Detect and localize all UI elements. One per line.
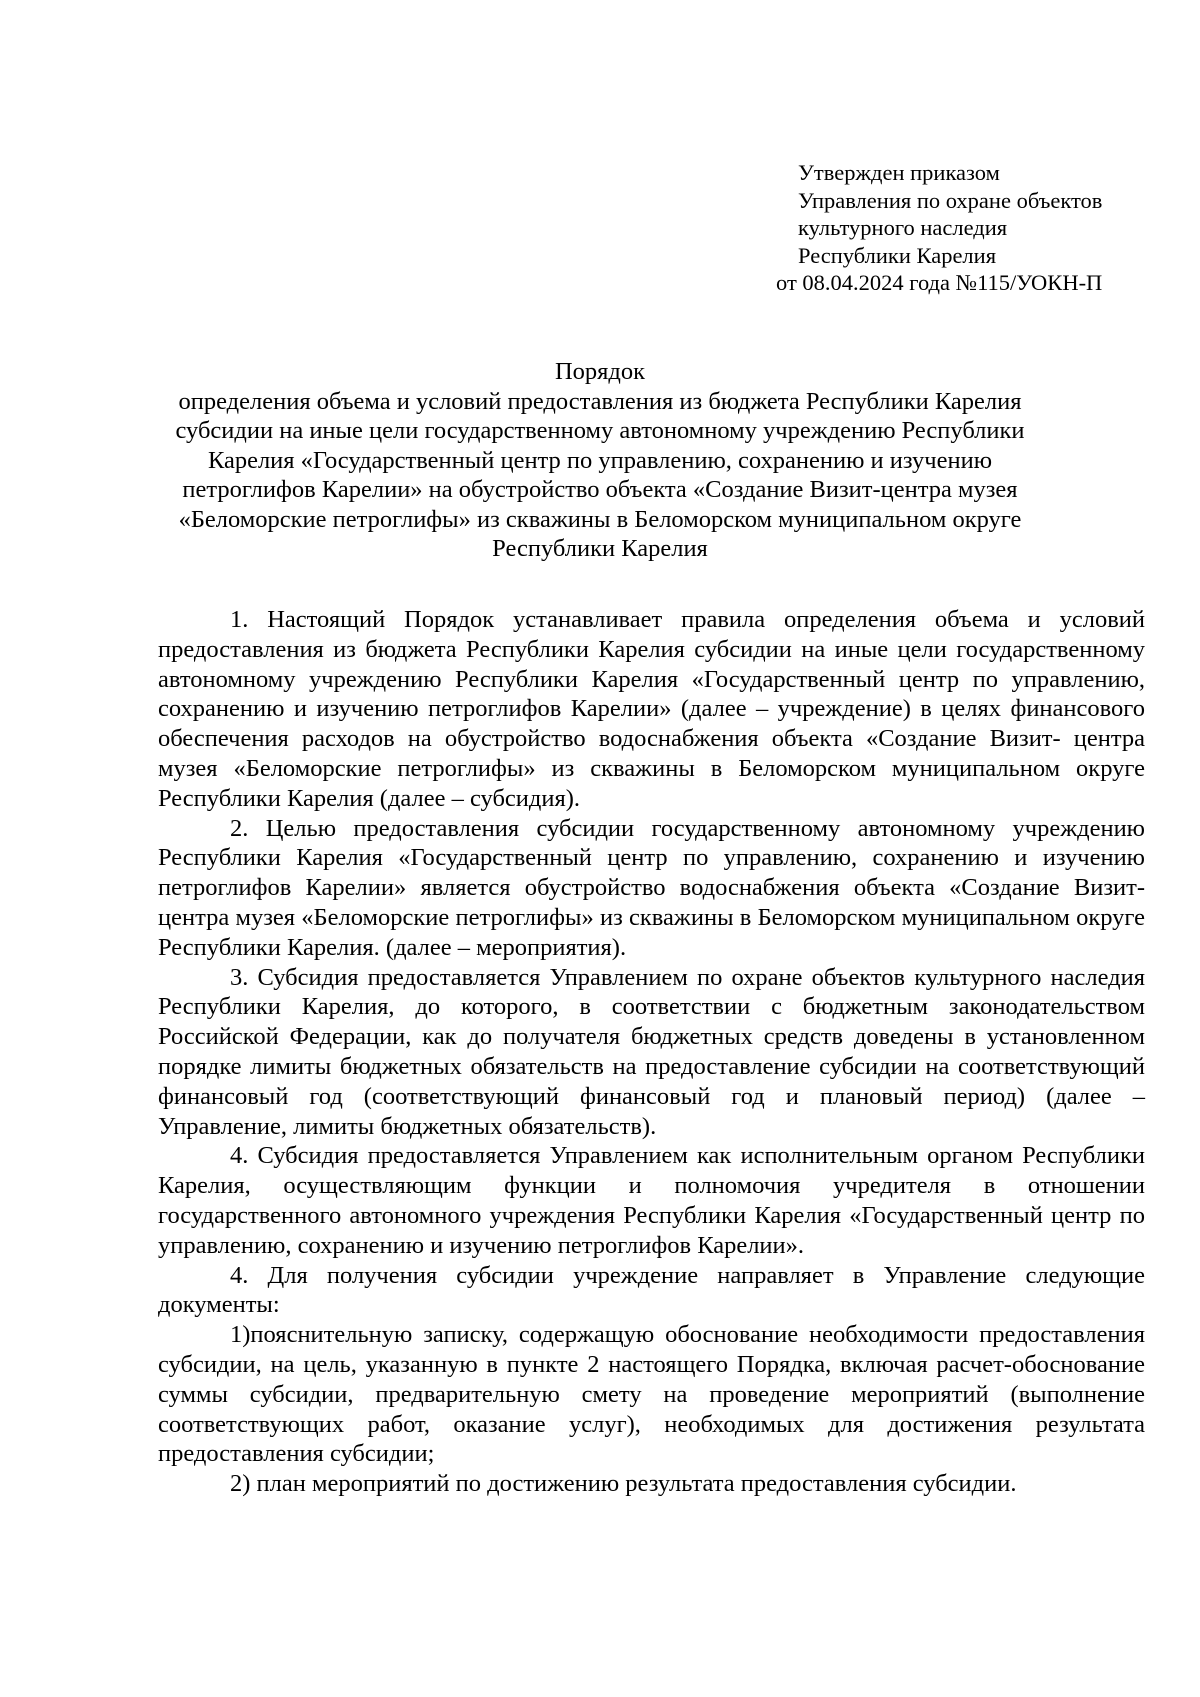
approval-line: Республики Карелия (798, 242, 997, 268)
title-line: субсидии на иные цели государственному автономному учреждению Республики (175, 417, 1025, 444)
paragraph-3: 3. Субсидия предоставляется Управлением по охране объектов культурного наследия Республики Карелия, до которого, в соответствии с бюджетным законодательством Российской Федерации, как до получателя бюджетных средств доведены в установленном порядке лимиты бюджетных обязательств на предоставление субсидии на соответствующий финансовый год (соответствующий финансовый год и плановый период) (далее – Управление, лимиты бюджетных обязательств). (158, 963, 1145, 1140)
paragraph-6: 1)пояснительную записку, содержащую обоснование необходимости предоставления субсидии, на цель, указанную в пункте 2 настоящего Порядка, включая расчет-обоснование суммы субсидии, предварительную смету на проведение мероприятий (выполнение соответствующих работ, оказание услуг), необходимых для достижения результата предоставления субсидии; (158, 1321, 1145, 1468)
paragraph-4: 4. Субсидия предоставляется Управлением как исполнительным органом Республики Карелия, осуществляющим функции и полномочия учредителя в отношении государственного автономного учреждения Республики Карелия «Государственный центр по управлению, сохранению и изучению петроглифов Карелии». (158, 1142, 1145, 1259)
approval-stamp (776, 159, 1158, 297)
title-line: «Беломорские петроглифы» из скважины в Беломорском муниципальном округе (178, 505, 1022, 533)
title-line: петроглифов Карелии» на обустройство объекта «Создание Визит-центра музея (182, 476, 1018, 503)
title-heading: Порядок (554, 358, 646, 385)
paragraph-5: 4. Для получения субсидии учреждение направляет в Управление следующие документы: (158, 1261, 1145, 1319)
approval-line: Утвержден приказом (798, 160, 1000, 185)
paragraph-1: 1. Настоящий Порядок устанавливает правила определения объема и условий предоставления из бюджета Республики Карелия субсидии на иные цели государственному автономному учреждению Республики Карелия «Государственный центр по управлению, сохранению и изучению петроглифов Карелии» (далее – учреждение) в целях финансового обеспечения расходов на обустройство водоснабжения объекта «Создание Визит- центра музея «Беломорские петроглифы» из скважины в Беломорском муниципальном округе Республики Карелия (далее – субсидия). (158, 606, 1145, 812)
approval-line: Управления по охране объектов (798, 187, 1103, 213)
document-body (158, 605, 1145, 1499)
paragraph-7: 2) план мероприятий по достижению результата предоставления субсидии. (230, 1470, 1017, 1498)
title-line: определения объема и условий предоставления из бюджета Республики Карелия (178, 387, 1022, 415)
title-line: Карелия «Государственный центр по управлению, сохранению и изучению (207, 446, 993, 474)
title-line: Республики Карелия (492, 535, 708, 562)
approval-line: культурного наследия (798, 215, 1008, 240)
approval-date-line: от 08.04.2024 года №115/УОКН-П (776, 270, 1103, 295)
document-title (150, 357, 1050, 564)
paragraph-2: 2. Целью предоставления субсидии государственному автономному учреждению Республики Карелия «Государственный центр по управлению, сохранению и изучению петроглифов Карелии» является обустройство водоснабжения объекта «Создание Визит-центра музея «Беломорские петроглифы» из скважины в Беломорском муниципальном округе Республики Карелия. (далее – мероприятия). (158, 814, 1145, 961)
